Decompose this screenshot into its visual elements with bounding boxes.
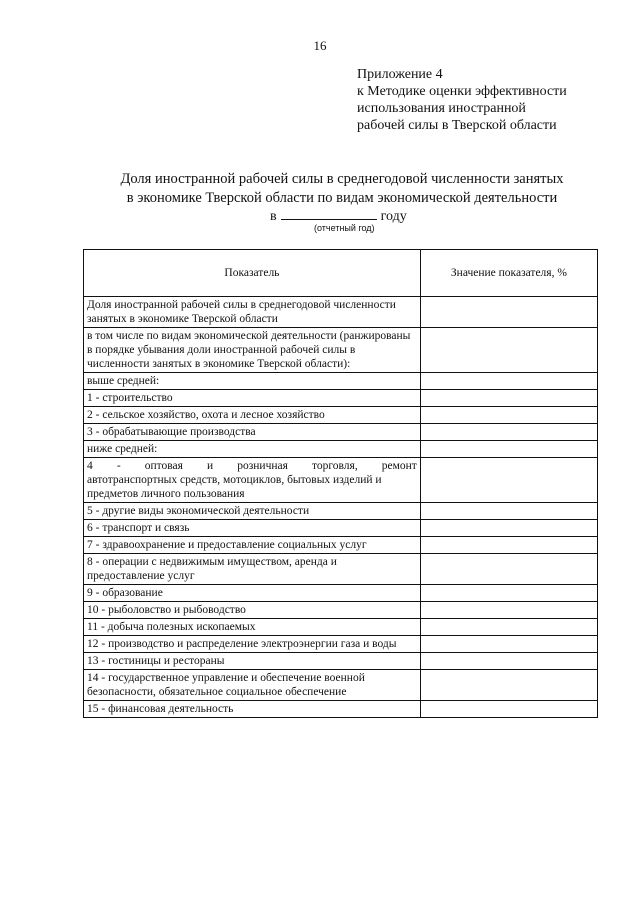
value-cell[interactable] [420,390,597,407]
value-cell[interactable] [420,670,597,701]
row-label: ниже средней: [84,441,421,458]
title-line: Доля иностранной рабочей силы в среднегодовой численности занятых [120,171,564,187]
row-label: 15 - финансовая деятельность [84,701,421,718]
table-row [84,441,598,458]
table-row [84,407,598,424]
header-indicator: Показатель [84,250,421,297]
value-cell[interactable] [420,701,597,718]
value-cell[interactable] [420,554,597,585]
document-title [0,170,640,208]
row-label: 5 - другие виды экономической деятельности [84,503,421,520]
row-label: в том числе по видам экономической деятельности (ранжированы в порядке убывания доли иностранной рабочей силы в численности занятых в экономике Тверской области): [84,328,421,373]
value-cell[interactable] [420,619,597,636]
table-row [84,373,598,390]
row-label-rest: автотранспортных средств, мотоциклов, бытовых изделий и предметов личного пользования [87,474,382,500]
table-row [84,636,598,653]
table-row [84,602,598,619]
row-label: 9 - образование [84,585,421,602]
appendix-line: использования иностранной [357,101,526,116]
value-cell[interactable] [420,458,597,503]
value-cell[interactable] [420,520,597,537]
row-label-first-line: 4 - оптовая и розничная торговля, ремонт [87,460,417,472]
year-caption: (отчетный год) [314,223,375,233]
appendix-header [357,66,567,134]
row-label: 14 - государственное управление и обеспечение военной безопасности, обязательное социальное обеспечение [84,670,421,701]
header-value: Значение показателя, % [420,250,597,297]
row-label: 10 - рыболовство и рыбоводство [84,602,421,619]
row-label: 7 - здравоохранение и предоставление социальных услуг [84,537,421,554]
table-row [84,458,598,503]
table-row [84,424,598,441]
value-cell[interactable] [420,653,597,670]
table-row [84,653,598,670]
year-suffix: году [380,209,407,224]
page-number: 16 [313,38,327,53]
table-row [84,297,598,328]
table-row [84,554,598,585]
table-row [84,701,598,718]
value-cell[interactable] [420,407,597,424]
row-label: выше средней: [84,373,421,390]
value-cell[interactable] [420,602,597,619]
value-cell[interactable] [420,373,597,390]
row-label: 6 - транспорт и связь [84,520,421,537]
appendix-line: к Методике оценки эффективности [357,84,567,99]
row-label: 1 - строительство [84,390,421,407]
table-row [84,503,598,520]
row-label: 11 - добыча полезных ископаемых [84,619,421,636]
table-row [84,390,598,407]
appendix-line: Приложение 4 [357,67,443,82]
appendix-line: рабочей силы в Тверской области [357,118,557,133]
table-row [84,670,598,701]
table-header-row [84,250,598,297]
value-cell[interactable] [420,328,597,373]
value-cell[interactable] [420,636,597,653]
table-row [84,585,598,602]
indicator-table [83,249,598,718]
value-cell[interactable] [420,585,597,602]
value-cell[interactable] [420,424,597,441]
row-label: 2 - сельское хозяйство, охота и лесное хозяйство [84,407,421,424]
row-label: 13 - гостиницы и рестораны [84,653,421,670]
row-label: 12 - производство и распределение электроэнергии газа и воды [84,636,421,653]
table-row [84,328,598,373]
row-label: Доля иностранной рабочей силы в среднегодовой численности занятых в экономике Тверской области [84,297,421,328]
row-label [84,458,421,503]
row-label: 3 - обрабатывающие производства [84,424,421,441]
value-cell[interactable] [420,297,597,328]
title-line: в экономике Тверской области по видам экономической деятельности [126,190,558,206]
year-blank-field[interactable] [281,207,377,220]
value-cell[interactable] [420,503,597,520]
value-cell[interactable] [420,441,597,458]
year-prefix: в [270,209,277,224]
row-label: 8 - операции с недвижимым имуществом, аренда и предоставление услуг [84,554,421,585]
table-row [84,520,598,537]
value-cell[interactable] [420,537,597,554]
table-row [84,537,598,554]
table-row [84,619,598,636]
